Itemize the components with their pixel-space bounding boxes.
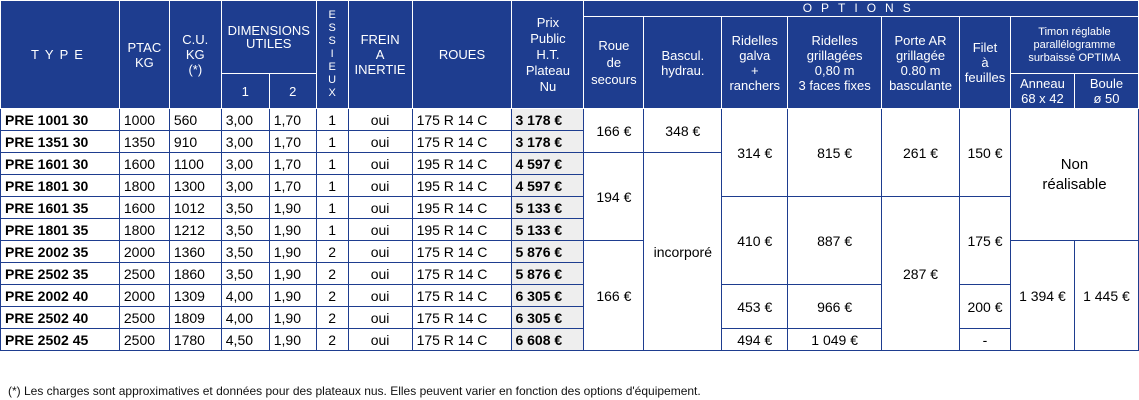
table-row <box>1 197 1139 219</box>
cell-roues: 195 R 14 C <box>412 197 512 219</box>
col-essieux: E S S I E U X <box>316 1 348 109</box>
cell-cu: 1809 <box>169 307 221 329</box>
cell-dim-1: 3,50 <box>221 263 269 285</box>
cell-type: PRE 2502 45 <box>1 329 120 351</box>
table-row <box>1 109 1139 131</box>
cell-essieux: 2 <box>316 241 348 263</box>
cell-ptac: 2000 <box>119 241 169 263</box>
cell-dim-1: 3,00 <box>221 175 269 197</box>
cell-ptac: 1800 <box>119 175 169 197</box>
opt-filet: 200 € <box>960 285 1011 329</box>
cell-cu: 1100 <box>169 153 221 175</box>
cell-ptac: 2500 <box>119 263 169 285</box>
opt-ridelles-galva: 410 € <box>722 197 788 285</box>
cell-essieux: 1 <box>316 197 348 219</box>
cell-ptac: 1600 <box>119 197 169 219</box>
cell-frein: oui <box>348 131 412 153</box>
cell-type: PRE 1001 30 <box>1 109 120 131</box>
col-boule: Boule ø 50 <box>1074 74 1138 109</box>
opt-ridelles-galva: 314 € <box>722 109 788 197</box>
cell-prix: 3 178 € <box>512 131 584 153</box>
opt-ridelles-grillagees: 1 049 € <box>788 329 882 351</box>
cell-type: PRE 1351 30 <box>1 131 120 153</box>
cell-cu: 560 <box>169 109 221 131</box>
table-row <box>1 329 1139 351</box>
cell-roues: 175 R 14 C <box>412 241 512 263</box>
table-body <box>1 109 1139 351</box>
cell-dim-1: 3,50 <box>221 197 269 219</box>
col-porte-ar: Porte AR grillagée 0.80 m basculante <box>882 17 960 109</box>
cell-type: PRE 2002 35 <box>1 241 120 263</box>
cell-essieux: 2 <box>316 329 348 351</box>
cell-prix: 5 876 € <box>512 241 584 263</box>
cell-roues: 195 R 14 C <box>412 219 512 241</box>
col-type: TYPE <box>1 1 120 109</box>
opt-timon-non-realisable: Non réalisable <box>1010 109 1138 241</box>
col-frein: FREIN A INERTIE <box>348 1 412 109</box>
cell-ptac: 1800 <box>119 219 169 241</box>
cell-dim-2: 1,90 <box>269 307 316 329</box>
cell-dim-1: 4,00 <box>221 307 269 329</box>
cell-frein: oui <box>348 329 412 351</box>
cell-frein: oui <box>348 285 412 307</box>
cell-cu: 1780 <box>169 329 221 351</box>
cell-essieux: 1 <box>316 219 348 241</box>
cell-roues: 195 R 14 C <box>412 175 512 197</box>
cell-dim-2: 1,70 <box>269 153 316 175</box>
col-roues: ROUES <box>412 1 512 109</box>
cell-cu: 1309 <box>169 285 221 307</box>
col-anneau: Anneau 68 x 42 <box>1010 74 1074 109</box>
col-prix: Prix Public H.T. Plateau Nu <box>512 1 584 109</box>
cell-cu: 1860 <box>169 263 221 285</box>
opt-roue-secours: 194 € <box>584 153 644 241</box>
cell-ptac: 1000 <box>119 109 169 131</box>
options-header: OPTIONS <box>584 1 1139 17</box>
cell-ptac: 2500 <box>119 307 169 329</box>
col-ridelles-grillagees: Ridelles grillagées 0,80 m 3 faces fixes <box>788 17 882 109</box>
cell-dim-2: 1,90 <box>269 241 316 263</box>
cell-roues: 175 R 14 C <box>412 285 512 307</box>
cell-dim-1: 3,00 <box>221 131 269 153</box>
cell-type: PRE 1601 35 <box>1 197 120 219</box>
table-row <box>1 285 1139 307</box>
cell-roues: 175 R 14 C <box>412 131 512 153</box>
cell-ptac: 1600 <box>119 153 169 175</box>
cell-prix: 6 305 € <box>512 285 584 307</box>
opt-bascul: incorporé <box>644 153 722 351</box>
opt-filet: - <box>960 329 1011 351</box>
cell-roues: 175 R 14 C <box>412 307 512 329</box>
cell-cu: 1212 <box>169 219 221 241</box>
cell-dim-2: 1,90 <box>269 285 316 307</box>
opt-porte-ar: 261 € <box>882 109 960 197</box>
opt-ridelles-grillagees: 887 € <box>788 197 882 285</box>
cell-frein: oui <box>348 263 412 285</box>
cell-roues: 175 R 14 C <box>412 263 512 285</box>
cell-ptac: 1350 <box>119 131 169 153</box>
cell-prix: 6 305 € <box>512 307 584 329</box>
opt-ridelles-grillagees: 966 € <box>788 285 882 329</box>
cell-dim-2: 1,90 <box>269 197 316 219</box>
cell-prix: 5 133 € <box>512 219 584 241</box>
footnote: (*) Les charges sont approximatives et données pour des plateaux nus. Elles peuvent varier en fonction des options d'équipement. <box>8 384 701 398</box>
cell-prix: 4 597 € <box>512 153 584 175</box>
cell-prix: 6 608 € <box>512 329 584 351</box>
cell-frein: oui <box>348 241 412 263</box>
cell-dim-1: 3,50 <box>221 241 269 263</box>
cell-frein: oui <box>348 153 412 175</box>
cell-dim-1: 3,00 <box>221 109 269 131</box>
cell-frein: oui <box>348 109 412 131</box>
col-bascul: Bascul. hydrau. <box>644 17 722 109</box>
cell-dim-2: 1,90 <box>269 329 316 351</box>
cell-dim-2: 1,70 <box>269 131 316 153</box>
cell-frein: oui <box>348 219 412 241</box>
cell-cu: 910 <box>169 131 221 153</box>
opt-filet: 150 € <box>960 109 1011 197</box>
cell-dim-1: 4,00 <box>221 285 269 307</box>
cell-prix: 4 597 € <box>512 175 584 197</box>
cell-cu: 1300 <box>169 175 221 197</box>
cell-type: PRE 1801 35 <box>1 219 120 241</box>
opt-roue-secours: 166 € <box>584 109 644 153</box>
cell-type: PRE 2502 40 <box>1 307 120 329</box>
cell-dim-2: 1,70 <box>269 109 316 131</box>
cell-dim-2: 1,70 <box>269 175 316 197</box>
cell-dim-2: 1,90 <box>269 263 316 285</box>
opt-bascul: 348 € <box>644 109 722 153</box>
opt-roue-secours: 166 € <box>584 241 644 351</box>
cell-type: PRE 2502 35 <box>1 263 120 285</box>
cell-dim-2: 1,90 <box>269 219 316 241</box>
col-timon: Timon réglable parallélogramme surbaissé OPTIMA <box>1010 17 1138 74</box>
col-roue-secours: Roue de secours <box>584 17 644 109</box>
cell-frein: oui <box>348 307 412 329</box>
cell-roues: 195 R 14 C <box>412 153 512 175</box>
cell-essieux: 1 <box>316 153 348 175</box>
cell-essieux: 2 <box>316 263 348 285</box>
cell-type: PRE 1601 30 <box>1 153 120 175</box>
cell-essieux: 1 <box>316 109 348 131</box>
opt-filet: 175 € <box>960 197 1011 285</box>
cell-dim-1: 3,00 <box>221 153 269 175</box>
opt-ridelles-galva: 494 € <box>722 329 788 351</box>
opt-ridelles-galva: 453 € <box>722 285 788 329</box>
col-ridelles-galva: Ridelles galva + ranchers <box>722 17 788 109</box>
col-dimensions: DIMENSIONS UTILES <box>221 1 316 74</box>
col-dim-2: 2 <box>269 74 316 109</box>
cell-type: PRE 1801 30 <box>1 175 120 197</box>
cell-essieux: 2 <box>316 285 348 307</box>
opt-porte-ar: 287 € <box>882 197 960 351</box>
cell-essieux: 1 <box>316 131 348 153</box>
col-cu: C.U. KG (*) <box>169 1 221 109</box>
cell-prix: 3 178 € <box>512 109 584 131</box>
cell-prix: 5 133 € <box>512 197 584 219</box>
cell-ptac: 2500 <box>119 329 169 351</box>
cell-ptac: 2000 <box>119 285 169 307</box>
cell-essieux: 1 <box>316 175 348 197</box>
col-dim-1: 1 <box>221 74 269 109</box>
cell-dim-1: 3,50 <box>221 219 269 241</box>
opt-timon-anneau: 1 394 € <box>1010 241 1074 351</box>
opt-ridelles-grillagees: 815 € <box>788 109 882 197</box>
cell-dim-1: 4,50 <box>221 329 269 351</box>
cell-roues: 175 R 14 C <box>412 109 512 131</box>
cell-cu: 1360 <box>169 241 221 263</box>
cell-roues: 175 R 14 C <box>412 329 512 351</box>
opt-timon-boule: 1 445 € <box>1074 241 1138 351</box>
cell-frein: oui <box>348 197 412 219</box>
cell-cu: 1012 <box>169 197 221 219</box>
cell-frein: oui <box>348 175 412 197</box>
cell-essieux: 2 <box>316 307 348 329</box>
cell-type: PRE 2002 40 <box>1 285 120 307</box>
cell-prix: 5 876 € <box>512 263 584 285</box>
col-ptac: PTAC KG <box>119 1 169 109</box>
col-filet: Filet à feuilles <box>960 17 1011 109</box>
